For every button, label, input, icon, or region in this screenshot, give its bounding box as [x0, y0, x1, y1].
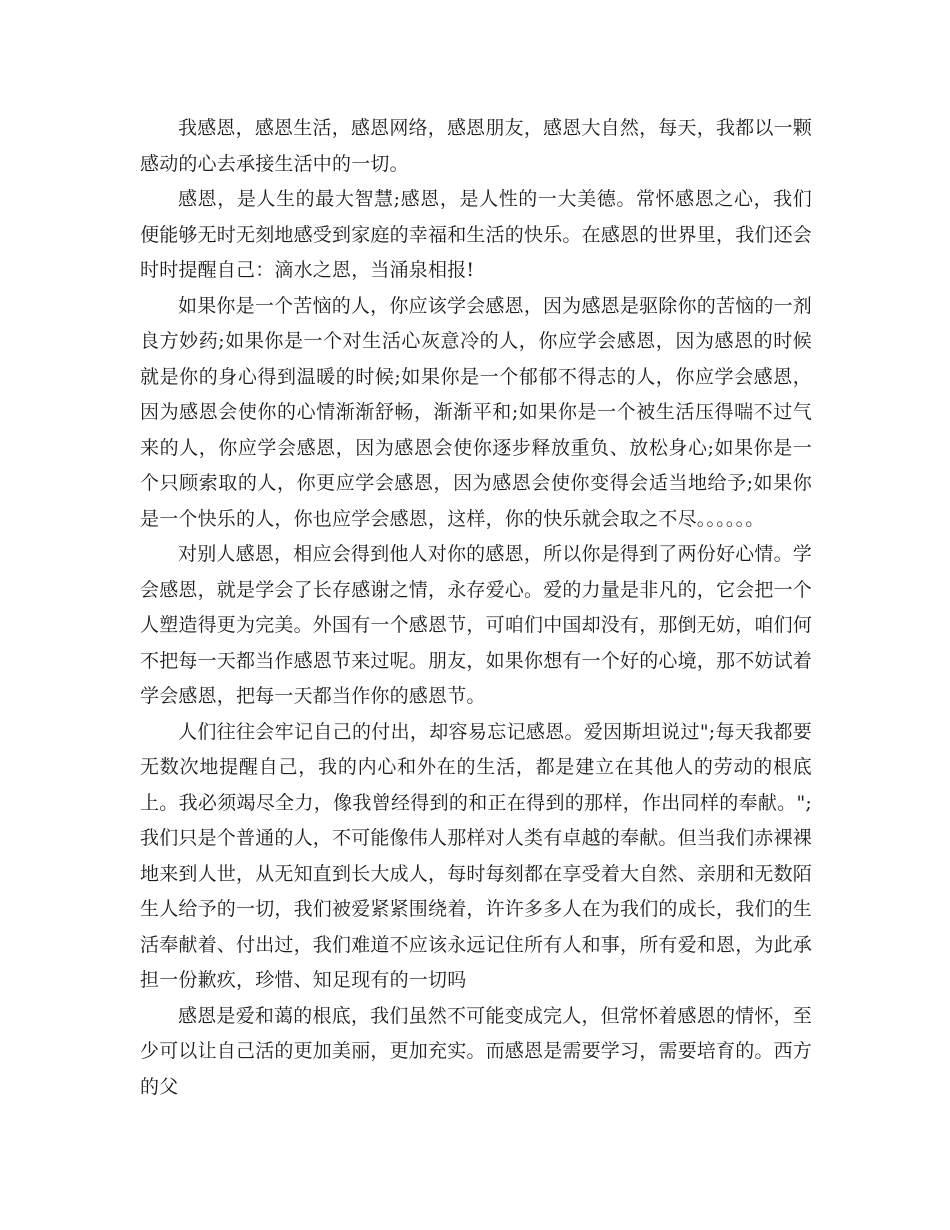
paragraph-1: 我感恩，感恩生活，感恩网络，感恩朋友，感恩大自然，每天，我都以一颗感动的心去承接生活中的一切。: [140, 117, 812, 175]
paragraph-6: 感恩是爱和蔼的根底，我们虽然不可能变成完人，但常怀着感恩的情怀，至少可以让自己活的更加美丽，更加充实。而感恩是需要学习，需要培育的。西方的父: [140, 1004, 813, 1098]
paragraph-3: 如果你是一个苦恼的人，你应该学会感恩，因为感恩是驱除你的苦恼的一剂良方妙药;如果你是一个对生活心灰意冷的人，你应学会感恩，因为感恩的时候就是你的身心得到温暖的时候;如果你是一个郁郁不得志的人，你应学会感恩，因为感恩会使你的心情渐渐舒畅，渐渐平和;如果你是一个被生活压得喘不过气来的人，你应学会感恩，因为感恩会使你逐步释放重负、放松身心;如果你是一个只顾索取的人，你更应学会感恩，因为感恩会使你变得会适当地给予;如果你是一个快乐的人，你也应学会感恩，这样，你的快乐就会取之不尽。。。。。。: [140, 294, 812, 530]
paragraph-4: 对别人感恩，相应会得到他人对你的感恩，所以你是得到了两份好心情。学会感恩，就是学会了长存感谢之情，永存爱心。爱的力量是非凡的，它会把一个人塑造得更为完美。外国有一个感恩节，可咱们中国却没有，那倒无妨，咱们何不把每一天都当作感恩节来过呢。朋友，如果你想有一个好的心境，那不妨试着学会感恩，把每一天都当作你的感恩节。: [140, 543, 813, 707]
paragraph-2: 感恩，是人生的最大智慧;感恩，是人性的一大美德。常怀感恩之心，我们便能够无时无刻地感受到家庭的幸福和生活的快乐。在感恩的世界里，我们还会时时提醒自己：滴水之恩，当涌泉相报!: [140, 188, 813, 281]
document-body: [140, 111, 812, 1105]
paragraph-5: 人们往往会牢记自己的付出，却容易忘记感恩。爱因斯坦说过";每天我都要无数次地提醒自己，我的内心和外在的生活，都是建立在其他人的劳动的根底上。我必须竭尽全力，像我曾经得到的和正在得到的那样，作出同样的奉献。";我们只是个普通的人，不可能像伟人那样对人类有卓越的奉献。但当我们赤裸裸地来到人世，从无知直到长大成人，每时每刻都在享受着大自然、亲朋和无数陌生人给予的一切，我们被爱紧紧围绕着，许许多多人在为我们的成长，我们的生活奉献着、付出过，我们难道不应该永远记住所有人和事，所有爱和恩，为此承担一份歉疚，珍惜、知足现有的一切吗: [140, 720, 813, 991]
